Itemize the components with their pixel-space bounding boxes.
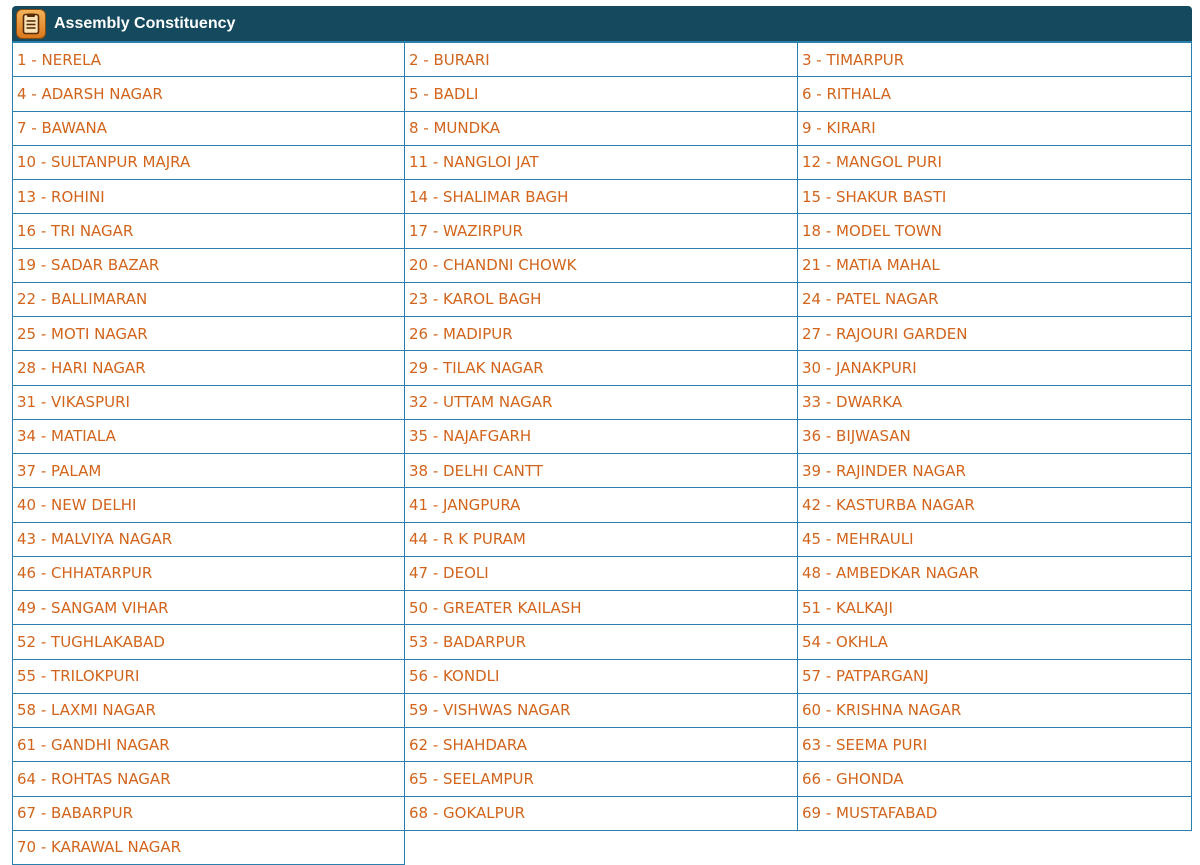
panel-title: Assembly Constituency bbox=[54, 14, 236, 32]
constituency-link[interactable]: 41 - JANGPURA bbox=[404, 487, 798, 522]
constituency-link[interactable]: 46 - CHHATARPUR bbox=[12, 556, 405, 591]
constituency-link[interactable]: 47 - DEOLI bbox=[404, 556, 798, 591]
constituency-link[interactable]: 33 - DWARKA bbox=[797, 385, 1192, 420]
constituency-link[interactable]: 45 - MEHRAULI bbox=[797, 522, 1192, 557]
constituency-link[interactable]: 11 - NANGLOI JAT bbox=[404, 145, 798, 180]
constituency-link[interactable]: 31 - VIKASPURI bbox=[12, 385, 405, 420]
constituency-link[interactable]: 8 - MUNDKA bbox=[404, 111, 798, 146]
constituency-link[interactable]: 5 - BADLI bbox=[404, 76, 798, 111]
constituency-link[interactable]: 6 - RITHALA bbox=[797, 76, 1192, 111]
constituency-link[interactable]: 59 - VISHWAS NAGAR bbox=[404, 693, 798, 728]
constituency-link[interactable]: 30 - JANAKPURI bbox=[797, 350, 1192, 385]
constituency-link[interactable]: 9 - KIRARI bbox=[797, 111, 1192, 146]
constituency-link[interactable]: 37 - PALAM bbox=[12, 453, 405, 488]
panel-header bbox=[12, 6, 1192, 41]
constituency-link[interactable]: 18 - MODEL TOWN bbox=[797, 213, 1192, 248]
constituency-link[interactable]: 68 - GOKALPUR bbox=[404, 796, 798, 831]
constituency-link[interactable]: 70 - KARAWAL NAGAR bbox=[12, 830, 405, 865]
constituency-link[interactable]: 65 - SEELAMPUR bbox=[404, 761, 798, 796]
constituency-link[interactable]: 27 - RAJOURI GARDEN bbox=[797, 316, 1192, 351]
constituency-link[interactable]: 29 - TILAK NAGAR bbox=[404, 350, 798, 385]
constituency-link[interactable]: 61 - GANDHI NAGAR bbox=[12, 727, 405, 762]
constituency-link[interactable]: 26 - MADIPUR bbox=[404, 316, 798, 351]
constituency-link[interactable]: 44 - R K PURAM bbox=[404, 522, 798, 557]
constituency-link[interactable]: 43 - MALVIYA NAGAR bbox=[12, 522, 405, 557]
constituency-link[interactable]: 56 - KONDLI bbox=[404, 659, 798, 694]
constituency-grid bbox=[12, 41, 1192, 864]
constituency-link[interactable]: 3 - TIMARPUR bbox=[797, 42, 1192, 77]
constituency-link[interactable]: 49 - SANGAM VIHAR bbox=[12, 590, 405, 625]
constituency-link[interactable]: 52 - TUGHLAKABAD bbox=[12, 624, 405, 659]
constituency-link[interactable]: 60 - KRISHNA NAGAR bbox=[797, 693, 1192, 728]
constituency-link[interactable]: 42 - KASTURBA NAGAR bbox=[797, 487, 1192, 522]
constituency-link[interactable]: 40 - NEW DELHI bbox=[12, 487, 405, 522]
constituency-link[interactable]: 53 - BADARPUR bbox=[404, 624, 798, 659]
constituency-link[interactable]: 55 - TRILOKPURI bbox=[12, 659, 405, 694]
constituency-link[interactable]: 64 - ROHTAS NAGAR bbox=[12, 761, 405, 796]
constituency-link[interactable]: 32 - UTTAM NAGAR bbox=[404, 385, 798, 420]
constituency-link[interactable]: 39 - RAJINDER NAGAR bbox=[797, 453, 1192, 488]
constituency-link[interactable]: 14 - SHALIMAR BAGH bbox=[404, 179, 798, 214]
constituency-link[interactable]: 57 - PATPARGANJ bbox=[797, 659, 1192, 694]
constituency-link[interactable]: 38 - DELHI CANTT bbox=[404, 453, 798, 488]
constituency-link[interactable]: 4 - ADARSH NAGAR bbox=[12, 76, 405, 111]
constituency-link[interactable]: 35 - NAJAFGARH bbox=[404, 419, 798, 454]
constituency-link[interactable]: 15 - SHAKUR BASTI bbox=[797, 179, 1192, 214]
constituency-link[interactable]: 10 - SULTANPUR MAJRA bbox=[12, 145, 405, 180]
constituency-link[interactable]: 20 - CHANDNI CHOWK bbox=[404, 248, 798, 283]
constituency-link[interactable]: 28 - HARI NAGAR bbox=[12, 350, 405, 385]
constituency-link[interactable]: 36 - BIJWASAN bbox=[797, 419, 1192, 454]
constituency-link[interactable]: 13 - ROHINI bbox=[12, 179, 405, 214]
constituency-link[interactable]: 67 - BABARPUR bbox=[12, 796, 405, 831]
constituency-link[interactable]: 69 - MUSTAFABAD bbox=[797, 796, 1192, 831]
constituency-link[interactable]: 54 - OKHLA bbox=[797, 624, 1192, 659]
constituency-link[interactable]: 62 - SHAHDARA bbox=[404, 727, 798, 762]
constituency-link[interactable]: 34 - MATIALA bbox=[12, 419, 405, 454]
constituency-link[interactable]: 58 - LAXMI NAGAR bbox=[12, 693, 405, 728]
constituency-link[interactable]: 7 - BAWANA bbox=[12, 111, 405, 146]
constituency-link[interactable]: 24 - PATEL NAGAR bbox=[797, 282, 1192, 317]
constituency-link[interactable]: 17 - WAZIRPUR bbox=[404, 213, 798, 248]
assembly-constituency-panel bbox=[12, 6, 1192, 859]
constituency-link[interactable]: 16 - TRI NAGAR bbox=[12, 213, 405, 248]
constituency-link[interactable]: 2 - BURARI bbox=[404, 42, 798, 77]
document-list-icon bbox=[16, 9, 46, 39]
empty-cell bbox=[404, 830, 1192, 865]
constituency-link[interactable]: 51 - KALKAJI bbox=[797, 590, 1192, 625]
constituency-link[interactable]: 23 - KAROL BAGH bbox=[404, 282, 798, 317]
constituency-link[interactable]: 1 - NERELA bbox=[12, 42, 405, 77]
constituency-link[interactable]: 66 - GHONDA bbox=[797, 761, 1192, 796]
constituency-link[interactable]: 22 - BALLIMARAN bbox=[12, 282, 405, 317]
constituency-link[interactable]: 21 - MATIA MAHAL bbox=[797, 248, 1192, 283]
constituency-link[interactable]: 25 - MOTI NAGAR bbox=[12, 316, 405, 351]
constituency-link[interactable]: 48 - AMBEDKAR NAGAR bbox=[797, 556, 1192, 591]
constituency-link[interactable]: 12 - MANGOL PURI bbox=[797, 145, 1192, 180]
constituency-link[interactable]: 63 - SEEMA PURI bbox=[797, 727, 1192, 762]
constituency-link[interactable]: 19 - SADAR BAZAR bbox=[12, 248, 405, 283]
constituency-link[interactable]: 50 - GREATER KAILASH bbox=[404, 590, 798, 625]
